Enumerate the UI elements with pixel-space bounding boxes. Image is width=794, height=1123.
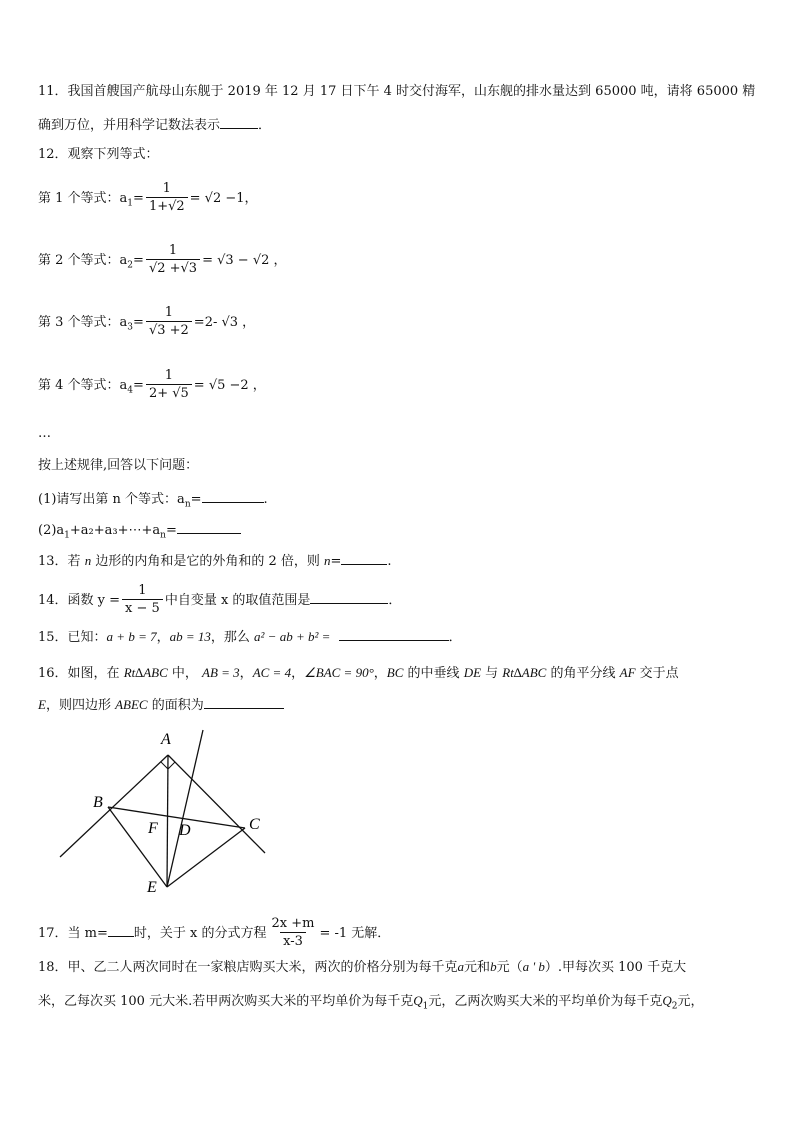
q11-line2 <box>38 116 271 135</box>
q18-g: 元， <box>677 994 704 1009</box>
eq2-num: 1 <box>168 243 178 258</box>
q16-b: 中， <box>167 666 203 681</box>
q12-eq2: 第 2 个等式：$a_2=$ $\frac{1}{√2 +√3}$ = √3 − √2 ， <box>38 243 287 276</box>
q16-f: 交于点 <box>635 666 679 681</box>
q16-line2 <box>38 696 284 715</box>
q12-title: 12．观察下列等式： <box>38 147 159 162</box>
q13-c: = <box>330 554 342 569</box>
q15-answer-blank[interactable] <box>339 628 449 641</box>
eq1-label: 第 1 个等式：a <box>38 191 128 206</box>
q16-sep2: ， <box>291 666 305 681</box>
q16-c1: AB = 3 <box>202 665 240 680</box>
q16-rt2: Rt∆ABC <box>502 665 547 680</box>
eq4-rhs: = √5 −2 ， <box>193 378 266 393</box>
q15-a: 15．已知： <box>38 630 107 645</box>
eq1-sub: 1 <box>127 198 134 209</box>
p2-text: (2)a <box>38 523 65 538</box>
eq1-den: 1+√2 <box>146 197 188 216</box>
q15-end: ． <box>448 630 462 645</box>
q13-n: n <box>84 553 92 568</box>
q14-a: 14．函数 y = <box>38 593 121 608</box>
q15 <box>38 628 462 647</box>
q12-part2 <box>38 521 241 545</box>
eq3-num: 1 <box>164 305 173 320</box>
eq3-label: 第 3 个等式：a <box>38 315 128 330</box>
p2-eq: = <box>165 523 177 538</box>
q16-sep3: ， <box>373 666 387 681</box>
q16-rt1: Rt∆ABC <box>123 665 168 680</box>
q15-expr1: a + b = 7 <box>106 629 157 644</box>
eq3-fraction <box>146 305 192 340</box>
eq2-rhs: = √3 − √2 ， <box>202 253 287 268</box>
q14-fraction <box>122 583 163 618</box>
eq3-rhs: =2- √3 ， <box>193 315 256 330</box>
q18-line1 <box>38 958 686 977</box>
q17-num: 2x +m <box>271 916 315 931</box>
p2-subn: n <box>160 530 166 541</box>
p1-end: . <box>263 492 268 507</box>
q11-end: ． <box>258 118 272 133</box>
q17-c: = -1 无解． <box>319 926 391 941</box>
q18-q1: Q <box>413 993 423 1008</box>
q17-den: x-3 <box>280 932 306 951</box>
q18-cond: a ' b <box>522 959 545 974</box>
q14-answer-blank[interactable] <box>310 591 388 604</box>
q13-n2: n <box>324 553 331 568</box>
q17-a: 17．当 m= <box>38 926 108 941</box>
label-a: A <box>161 731 171 748</box>
eq3-sub: 3 <box>127 322 134 333</box>
q16-figure <box>55 725 280 895</box>
eq4-label: 第 4 个等式：a <box>38 378 128 393</box>
q17 <box>38 916 390 951</box>
q13 <box>38 552 392 571</box>
q14-den: x − 5 <box>122 599 163 618</box>
q18-f: 元，乙两次购买大米的平均单价为每千克 <box>428 994 663 1009</box>
q12-p2-blank[interactable] <box>177 521 241 534</box>
q15-b: ，那么 <box>210 630 255 645</box>
q18-var-b: b <box>490 959 497 974</box>
q13-b: 边形的内角和是它的外角和的 2 倍，则 <box>91 554 324 569</box>
q18-e: 米，乙每次买 100 元大米.若甲两次购买大米的平均单价为每千克 <box>38 994 414 1009</box>
label-b: B <box>93 794 103 811</box>
q12-part1: (1)请写出第 n 个等式：$a_n=$ . <box>38 492 268 510</box>
eq4-den: 2+ √5 <box>146 384 192 403</box>
q12-ellipsis: … <box>38 426 51 441</box>
q16-af: AF <box>619 665 636 680</box>
q12-instruction: 按上述规律,回答以下问题： <box>38 458 199 473</box>
q12-p1-blank[interactable] <box>202 490 264 503</box>
p2-rest: +a₂+a₃+⋯+a <box>69 523 161 538</box>
q18-b: 元和 <box>464 960 491 975</box>
q16-a: 16．如图，在 <box>38 666 124 681</box>
segment-bc <box>108 807 245 828</box>
q13-answer-blank[interactable] <box>341 552 387 565</box>
segment-be <box>108 807 167 887</box>
q16-point-e: E <box>38 697 46 712</box>
eq4-fraction <box>146 368 192 403</box>
p1-sub: n <box>184 499 191 510</box>
q13-end: . <box>387 554 392 569</box>
q16-g: ，则四边形 <box>45 698 116 713</box>
q16-e: 的角平分线 <box>546 666 620 681</box>
q16-line1 <box>38 664 679 683</box>
q18-d: ）.甲每次买 100 千克大 <box>544 960 687 975</box>
q16-c: 的中垂线 <box>403 666 464 681</box>
q18-q2: Q <box>662 993 672 1008</box>
q18-line2 <box>38 992 704 1016</box>
q15-expr2: ab = 13 <box>169 629 211 644</box>
p2-sub1: 1 <box>64 530 70 541</box>
q16-h: 的面积为 <box>147 698 204 713</box>
eq2-fraction <box>146 243 200 278</box>
segment-ae <box>167 755 168 887</box>
q13-a: 13．若 <box>38 554 85 569</box>
eq2-sub: 2 <box>127 260 134 271</box>
eq2-den: √2 +√3 <box>146 259 200 278</box>
eq1-num: 1 <box>162 181 171 196</box>
eq1-rhs: = √2 −1， <box>189 191 258 206</box>
q18-var-a: a <box>457 959 465 974</box>
eq3-den: √3 +2 <box>146 321 192 340</box>
q18-a: 18．甲、乙二人两次同时在一家粮店购买大米，两次的价格分别为每千克 <box>38 960 458 975</box>
q14-num: 1 <box>138 583 147 598</box>
q18-q2-sub: 2 <box>671 1001 678 1012</box>
eq4-sub: 4 <box>127 385 134 396</box>
q17-answer-blank[interactable] <box>108 924 134 937</box>
q18-q1-sub: 1 <box>422 1001 429 1012</box>
q12-eq1: 第 1 个等式：$a_1=$ $\frac{1}{1+√2}$ = √2 −1， <box>38 181 258 214</box>
q11-answer-blank[interactable] <box>220 116 258 129</box>
q16-abec: ABEC <box>115 697 148 712</box>
eq2-label: 第 2 个等式：a <box>38 253 128 268</box>
q16-c3: ∠BAC = 90° <box>304 665 374 680</box>
eq4-num: 1 <box>164 368 173 383</box>
q15-sep: ， <box>156 630 170 645</box>
q17-fraction <box>269 916 318 951</box>
q14-end: ． <box>388 593 402 608</box>
q11-line1: 11．我国首艘国产航母山东舰于 2019 年 12 月 17 日下午 4 时交付海军，山东舰的排水量达到 65000 吨，请将 65000 精 <box>38 84 756 99</box>
label-f: F <box>148 820 158 837</box>
q16-c2: AC = 4 <box>252 665 292 680</box>
q14 <box>38 583 401 618</box>
line-ab-extended <box>60 755 168 857</box>
q14-b: 中自变量 x 的取值范围是 <box>164 593 311 608</box>
q11-text: 确到万位，并用科学记数法表示 <box>38 118 221 133</box>
q16-bc: BC <box>386 665 404 680</box>
q18-c: 元（ <box>496 960 523 975</box>
q17-b: 时，关于 x 的分式方程 <box>133 926 267 941</box>
label-c: C <box>249 816 260 833</box>
eq1-fraction <box>146 181 188 216</box>
p1-text: (1)请写出第 n 个等式：a <box>38 492 185 507</box>
q12-eq4: 第 4 个等式：$a_4=$ $\frac{1}{2+ √5}$ = √5 −2 ， <box>38 368 266 401</box>
q15-expr3: a² − ab + b² = <box>254 629 331 644</box>
label-e: E <box>147 879 157 895</box>
label-d: D <box>179 822 191 839</box>
q16-sep1: ， <box>239 666 253 681</box>
q16-answer-blank[interactable] <box>204 696 284 709</box>
q16-de: DE <box>463 665 482 680</box>
q12-eq3: 第 3 个等式：$a_3=$ $\frac{1}{√3 +2}$ =2- √3 ， <box>38 305 256 338</box>
q16-d: 与 <box>481 666 503 681</box>
